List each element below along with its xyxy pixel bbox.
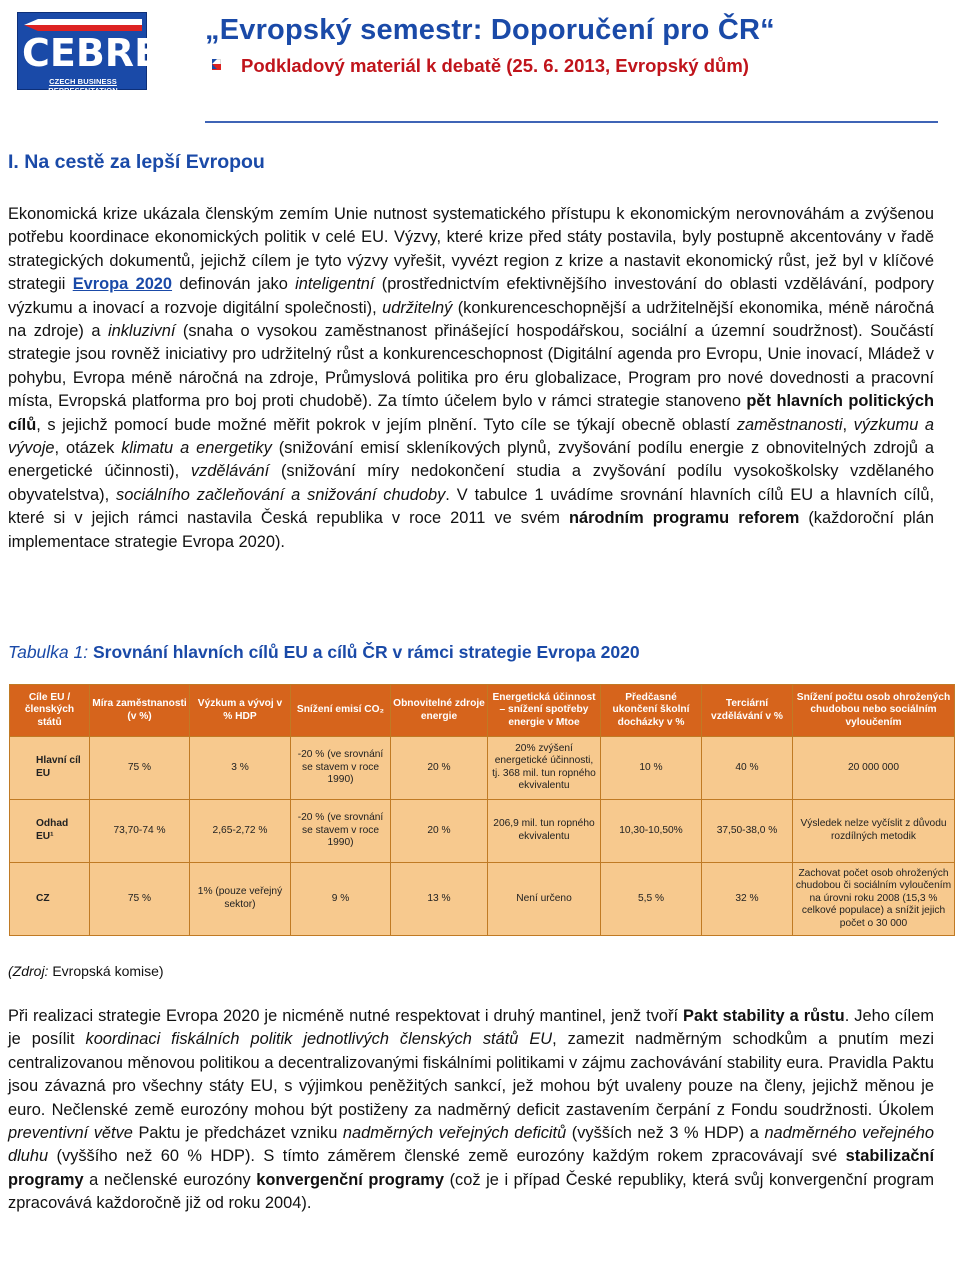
document-title: „Evropský semestr: Doporučení pro ČR“ (205, 14, 775, 46)
table-header-cell: Předčasné ukončení školní docházky v % (601, 685, 702, 737)
header-divider (205, 121, 938, 123)
stability-pact-paragraph: Při realizaci strategie Evropa 2020 je nicméně nutné respektovat i druhý mantinel, jenž tvoří Pakt stability a růstu. Jeho cílem je posílit koordinaci fiskálních politik jednotlivých členských států EU, zamezit nadměrným schodkům a pnutím mezi centralizovanou měnovou politikou a decentralizovanými fiskálními politikami v zájmu zachovávání stability eura. Pravidla Paktu jsou závazná pro všechny státy EU, s výjimkou peněžitých sankcí, jež mohou být uvaleny pouze na členy, jejichž měnou je euro. Nečlenské země eurozóny mohou být postiženy za nadměrný deficit zastavením čerpání z Fondu soudržnosti. Úkolem preventivní větve Paktu je předcházet vzniku nadměrných veřejných deficitů (vyšších než 3 % HDP) a nadměrného veřejného dluhu (vyššího než 60 % HDP). S tímto záměrem členské země eurozóny každým rokem zpracovávají své stabilizační programy a nečlenské eurozóny konvergenční programy (což je i případ České republiky, která svůj konvergenční program zpracovává každoročně již od roku 2004). (8, 1007, 935, 1213)
table-source (8, 963, 164, 979)
caption-title: Srovnání hlavních cílů EU a cílů ČR v rámci strategie Evropa 2020 (92, 642, 640, 662)
table-header-cell: Cíle EU / členských států (10, 685, 90, 737)
table-header-cell: Obnovitelné zdroje energie (391, 685, 488, 737)
table-cell: 9 % (291, 862, 391, 935)
flag-stripe-icon (24, 19, 142, 31)
table-cell: 206,9 mil. tun ropného ekvivalentu (488, 799, 601, 862)
czech-flag-icon (212, 59, 221, 70)
cebre-logo (17, 12, 161, 95)
section-heading: I. Na cestě za lepší Evropou (8, 151, 265, 173)
table-cell: -20 % (ve srovnání se stavem v roce 1990) (291, 737, 391, 800)
page-header (0, 0, 960, 125)
table-cell: 75 % (90, 737, 190, 800)
table-cell: Výsledek nelze vyčíslit z důvodu rozdílných metodik (793, 799, 955, 862)
table-cell: 1% (pouze veřejný sektor) (190, 862, 291, 935)
logo-subtext: CZECH BUSINESS REPRESENTATION (48, 77, 118, 95)
table-cell: 10 % (601, 737, 702, 800)
caption-label: Tabulka 1: (8, 642, 89, 662)
table-caption (8, 642, 640, 663)
table-header-cell: Míra zaměstnanosti (v %) (90, 685, 190, 737)
table-cell: 20 % (391, 737, 488, 800)
logo-text: CEBRE (22, 31, 161, 75)
intro-paragraph: Ekonomická krize ukázala členským zemím Unie nutnost systematického přístupu k ekonomickým nerovnováhám a zvýšenou potřebu koordinace ekonomických politik v celé EU. Výzvy, které krize před státy postavila, byly postupně akcentovány v řadě strategických dokumentů, jejichž cílem je tyto výzvy vyřešit, vyvézt region z krize a nastavit ekonomický růst, jež byl v klíčové strategii Evropa 2020 definován jako inteligentní (prostřednictvím efektivnějšího investování do oblasti vzdělávání, podpory výzkumu a inovací a rozvoje digitální společnosti), udržitelný (konkurenceschopnější a udržitelnější ekonomika, méně náročná na zdroje) a inkluzivní (snaha o vysokou zaměstnanost přinášející hospodářskou, sociální a územní soudržnost). Součástí strategie jsou rovněž iniciativy pro udržitelný růst a konkurenceschopnost (Digitální agenda pro Evropu, Unie inovací, Mládež v pohybu, Evropa méně náročná na zdroje, Průmyslová politika pro éru globalizace, Program pro nové dovednosti a pracovní místa, Evropská platforma pro boj proti chudobě). Za tímto účelem bylo v rámci strategie stanoveno pět hlavních politických cílů, s jejichž pomocí bude možné měřit pokrok v jejím plnění. Tyto cíle se týkají obecně oblastí zaměstnanosti, výzkumu a vývoje, otázek klimatu a energetiky (snižování emisí skleníkových plynů, zvyšování podílu energie z obnovitelných zdrojů a energetické účinnosti), vzdělávání (snižování míry nedokončení studia a zvyšování podílu vysokoškolsky vzdělaného obyvatelstva), sociálního začleňování a snižování chudoby. V tabulce 1 uvádíme srovnání hlavních cílů EU a hlavních cílů, které si v jejich rámci nastavila Česká republika v roce 2011 ve svém národním programu reforem (každoroční plán implementace strategie Evropa 2020). (8, 205, 935, 551)
source-text: Evropská komise) (48, 963, 164, 979)
table-cell: 32 % (702, 862, 793, 935)
table-cell: 5,5 % (601, 862, 702, 935)
table-header-cell: Snížení emisí CO₂ (291, 685, 391, 737)
row-label: Odhad EU¹ (10, 799, 90, 862)
table-header-cell: Výzkum a vývoj v % HDP (190, 685, 291, 737)
table-cell: 20 000 000 (793, 737, 955, 800)
goals-comparison-table (9, 684, 955, 936)
table-cell: 3 % (190, 737, 291, 800)
table-cell: -20 % (ve srovnání se stavem v roce 1990) (291, 799, 391, 862)
table-cell: 73,70-74 % (90, 799, 190, 862)
table-cell: 20% zvýšení energetické účinnosti, tj. 368 mil. tun ropného ekvivalentu (488, 737, 601, 800)
table-cell: 75 % (90, 862, 190, 935)
row-label: Hlavní cíl EU (10, 737, 90, 800)
row-label: CZ (10, 862, 90, 935)
source-label: (Zdroj: (8, 963, 49, 979)
table-header-cell: Snížení počtu osob ohrožených chudobou nebo sociálním vyloučením (793, 685, 955, 737)
table-cell: 13 % (391, 862, 488, 935)
table-row (10, 737, 955, 800)
table-cell: 37,50-38,0 % (702, 799, 793, 862)
table-header-row (10, 685, 955, 737)
table-cell: 10,30-10,50% (601, 799, 702, 862)
table-header-cell: Terciární vzdělávání v % (702, 685, 793, 737)
table-cell: Zachovat počet osob ohrožených chudobou či sociálním vyloučením na úrovni roku 2008 (15,3 % celkové populace) a snížit jejich počet o 30 000 (793, 862, 955, 935)
evropa-2020-link[interactable]: Evropa 2020 (72, 275, 173, 294)
table-cell: Není určeno (488, 862, 601, 935)
table-cell: 2,65-2,72 % (190, 799, 291, 862)
table-row (10, 799, 955, 862)
table-row (10, 862, 955, 935)
table-cell: 40 % (702, 737, 793, 800)
table-cell: 20 % (391, 799, 488, 862)
table-header-cell: Energetická účinnost – snížení spotřeby energie v Mtoe (488, 685, 601, 737)
document-subtitle: Podkladový materiál k debatě (25. 6. 2013, Evropský dům) (241, 55, 749, 76)
